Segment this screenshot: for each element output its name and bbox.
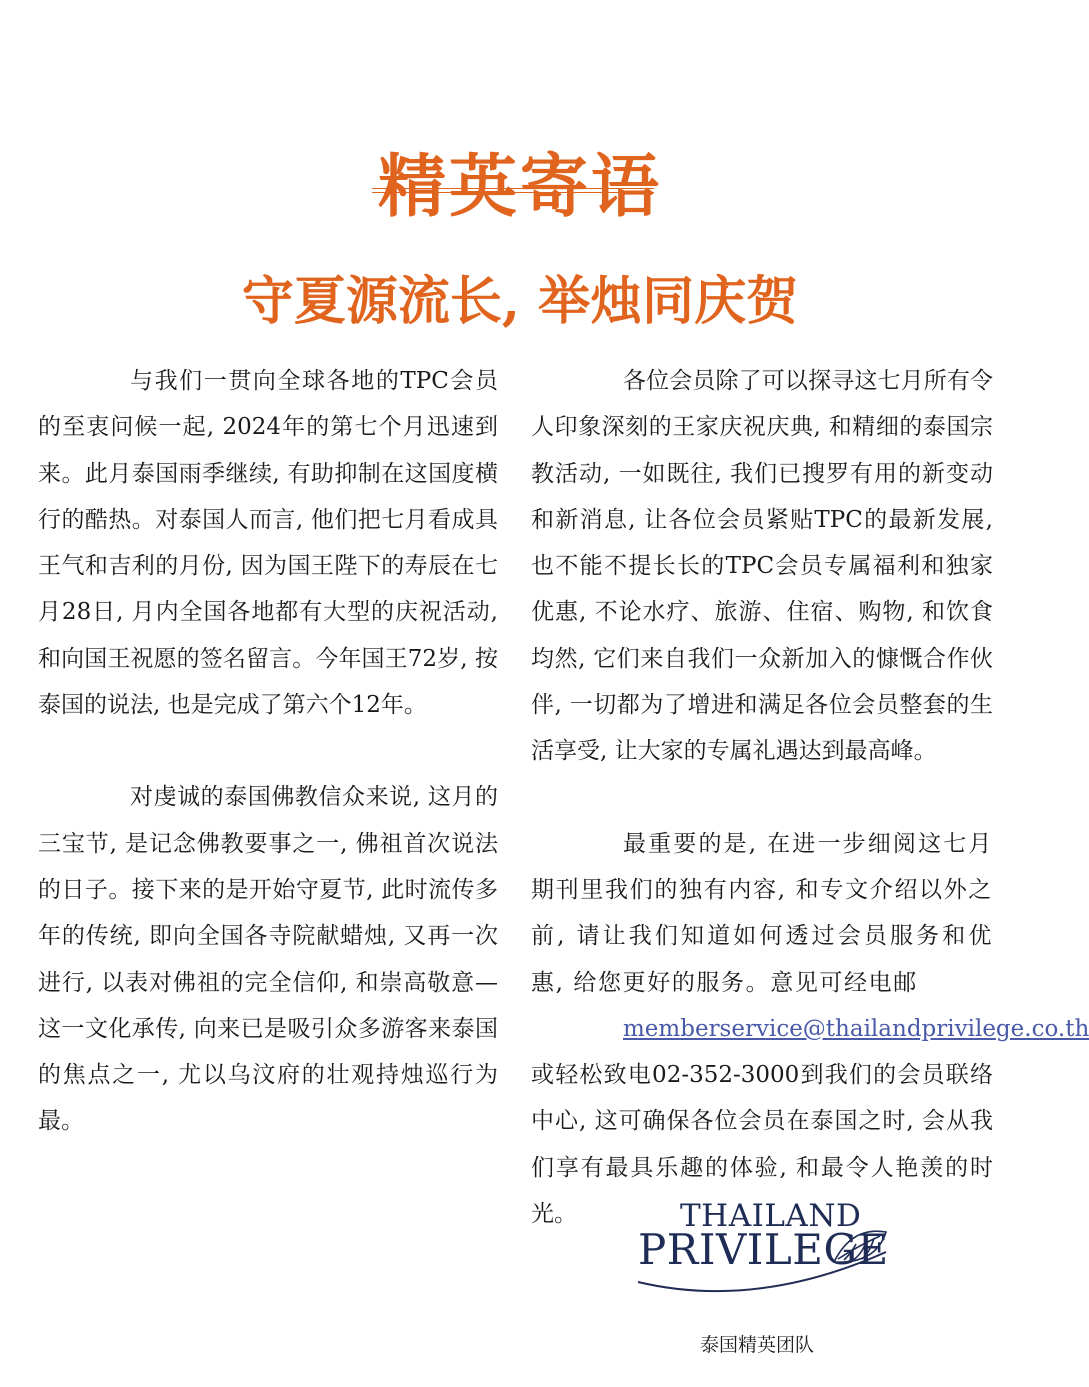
page-subtitle: 守夏源流长, 举烛同庆贺	[241, 271, 799, 333]
signoff-team: 泰国精英团队	[700, 1334, 815, 1356]
right-column	[531, 358, 1089, 1283]
email-link[interactable]: memberservice@thailandprivilege.co.th	[623, 1015, 1089, 1042]
title-underline-divider	[372, 188, 654, 193]
left-paragraph-1: 与我们一贯向全球各地的TPC会员的至衷问候一起, 2024年的第七个月迅速到来。此月泰国雨季继续, 有助抑制在这国度横行的酷热。对泰国人而言, 他们把七月看成具王气和吉利的月份, 因为国王陛下的寿辰在七月28日, 月内全国各地都有大型的庆祝活动, 和向国王祝愿的签名留言。今年国王72岁, 按泰国的说法, 也是完成了第六个12年。	[38, 368, 498, 719]
right-paragraph-2-outro: 或轻松致电02-352-3000到我们的会员联络中心, 这可确保各位会员在泰国之时, 会从我们享有最具乐趣的体验, 和最令人艳羡的时光。	[531, 1062, 993, 1228]
right-paragraph-2-intro: 最重要的是, 在进一步细阅这七月期刊里我们的独有内容, 和专文介绍以外之前, 请让我们知道如何透过会员服务和优惠, 给您更好的服务。意见可经电邮	[531, 830, 993, 996]
right-paragraph-2	[531, 821, 1089, 1052]
page-title: 精英寄语	[377, 146, 662, 227]
right-paragraph-1: 各位会员除了可以探寻这七月所有令人印象深刻的王家庆祝庆典, 和精细的泰国宗教活动, 一如既往, 我们已搜罗有用的新变动和新消息, 让各位会员紧贴TPC的最新发展, 也不能不提长长的TPC会员专属福利和独家优惠, 不论水疗、旅游、住宿、购物, 和饮食均然, 它们来自我们一众新加入的慷慨合作伙伴, 一切都为了增进和满足各位会员整套的生活享受, 让大家的专属礼遇达到最高峰。	[531, 368, 993, 765]
left-column	[38, 358, 498, 1191]
left-paragraph-2: 对虔诚的泰国佛教信众来说, 这月的三宝节, 是记念佛教要事之一, 佛祖首次说法的日子。接下来的是开始守夏节, 此时流传多年的传统, 即向全国各寺院献蜡烛, 又再一次进行, 以表对佛祖的完全信仰, 和崇高敬意—这一文化承传, 向来已是吸引众多游客来泰国的焦点之一, 尤以乌汶府的壮观持烛巡行为最。	[38, 784, 498, 1135]
logo-text-privilege: PRIVILEGE	[638, 1225, 889, 1274]
thailand-privilege-logo	[636, 1198, 896, 1308]
logo-text-thailand: THAILAND	[680, 1198, 862, 1234]
